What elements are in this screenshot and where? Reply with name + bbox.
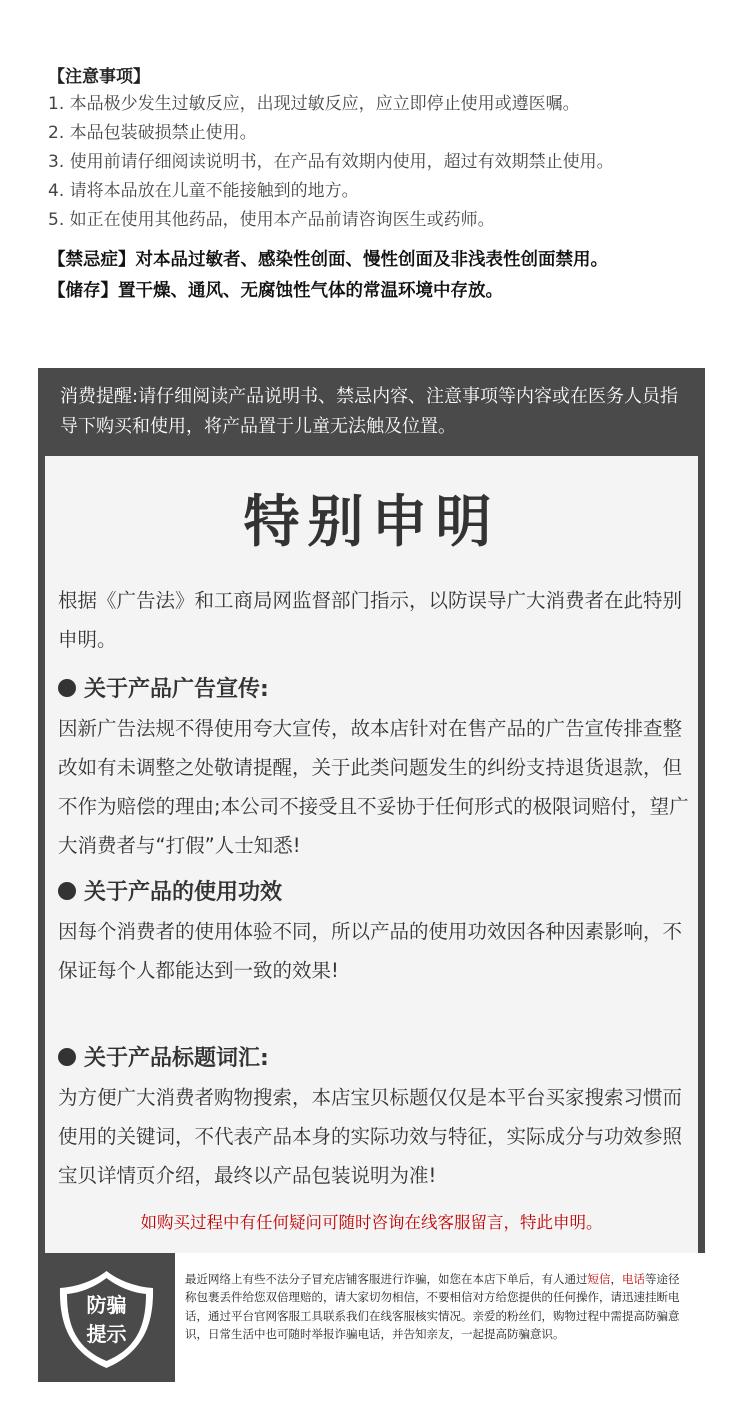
notes-title: 【注意事项】: [48, 67, 150, 87]
anti-fraud-notice: [38, 1253, 705, 1382]
footer-note: 如购买过程中有任何疑问可随时咨询在线客服留言，特此申明。: [140, 1213, 603, 1232]
section-title-efficacy: [58, 876, 690, 910]
section-title-keywords: [58, 1042, 690, 1076]
notes-section: [48, 64, 728, 307]
bullet-icon: [58, 1048, 76, 1066]
fraud-text-part-1: 最近网络上有些不法分子冒充店铺客服进行诈骗，如您在本店下单后，有人通过: [185, 1272, 588, 1286]
bullet-icon: [58, 882, 76, 900]
statement-title: 特别申明: [243, 490, 500, 555]
contraindication-line: 【禁忌症】对本品过敏者、感染性创面、慢性创面及非浅表性创面禁用。: [48, 250, 608, 270]
fraud-text-part-2: 等途径称包裹丢件给您双倍理赔的，请大家切勿相信，不要相信对方给您提供的任何操作，请迅速挂断电话，通过平台官网客服工具联系我们在线客服核实情况。亲爱的粉丝们，购物过程中需提高防骗意识，日常生活中也可随时举报诈骗电话，并告知亲友，一起提高防骗意识。: [185, 1272, 680, 1342]
anti-fraud-text: [185, 1270, 690, 1344]
section-title-text: 关于产品广告宣传:: [84, 677, 269, 702]
section-body-advertising: 因新广告法规不得使用夸大宣传，故本店针对在售产品的广告宣传排查整改如有未调整之处敬请提醒，关于此类问题发生的纠纷支持退货退款，但不作为赔偿的理由;本公司不接受且不妥协于任何形式的极限词赔付，望广大消费者与“打假”人士知悉!: [58, 717, 689, 857]
badge-line-2: 提示: [86, 1322, 127, 1346]
note-item-1: 1. 本品极少发生过敏反应，出现过敏反应，应立即停止使用或遵医嘱。: [48, 94, 580, 114]
note-item-3: 3. 使用前请仔细阅读说明书，在产品有效期内使用，超过有效期禁止使用。: [48, 152, 614, 172]
bullet-icon: [58, 679, 76, 697]
section-title-advertising: [58, 673, 690, 707]
section-title-text: 关于产品的使用功效: [84, 880, 283, 905]
anti-fraud-badge: [38, 1253, 175, 1382]
shield-icon: [54, 1267, 159, 1372]
section-body-keywords: 为方便广大消费者购物搜索，本店宝贝标题仅仅是本平台买家搜索习惯而使用的关键词，不代表产品本身的实际功效与特征，实际成分与功效参照宝贝详情页介绍，最终以产品包装说明为准!: [58, 1086, 683, 1187]
consumer-tip: 消费提醒:请仔细阅读产品说明书、禁忌内容、注意事项等内容或在医务人员指导下购买和使用，将产品置于儿童无法触及位置。: [60, 386, 679, 437]
fraud-text-separator: ，: [610, 1272, 622, 1286]
fraud-sms-highlight: 短信: [587, 1272, 611, 1286]
section-title-text: 关于产品标题词汇:: [84, 1046, 269, 1071]
fraud-phone-highlight: 电话: [622, 1272, 645, 1286]
note-item-2: 2. 本品包装破损禁止使用。: [48, 123, 257, 143]
note-item-4: 4. 请将本品放在儿童不能接触到的地方。: [48, 181, 359, 201]
statement-intro: 根据《广告法》和工商局网监督部门指示，以防误导广大消费者在此特别申明。: [58, 589, 683, 651]
storage-line: 【储存】置干燥、通风、无腐蚀性气体的常温环境中存放。: [48, 281, 503, 301]
note-item-5: 5. 如正在使用其他药品，使用本产品前请咨询医生或药师。: [48, 210, 495, 230]
section-body-efficacy: 因每个消费者的使用体验不同，所以产品的使用功效因各种因素影响，不保证每个人都能达到一致的效果!: [58, 920, 683, 982]
statement-body: [45, 456, 698, 1253]
statement-panel: [38, 368, 705, 1253]
badge-line-1: 防骗: [86, 1293, 127, 1317]
